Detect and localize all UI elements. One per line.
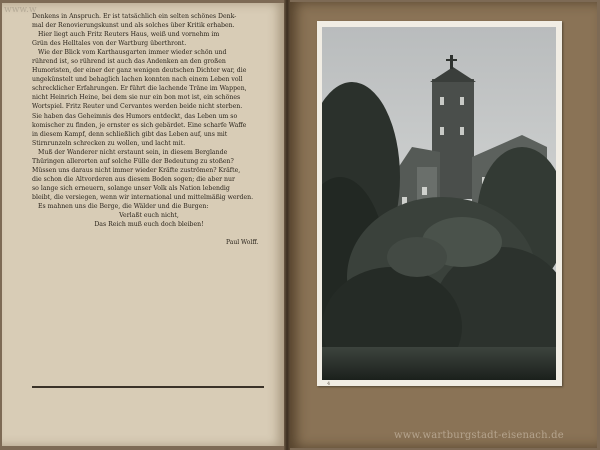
watermark-top: www.w <box>4 5 37 15</box>
text-line: schrecklicher Erfahrungen. Er führt die lachende Träne im Wappen, <box>32 85 247 93</box>
text-line: Denkens in Anspruch. Er ist tatsächlich ein selten schönes Denk- <box>32 13 237 20</box>
plate-number: 4 <box>327 381 331 387</box>
text-line: nicht Heinrich Heine, bei dem sie nur ein bon mot ist, ein schönes <box>32 94 241 102</box>
text-line: Wortspiel. Fritz Reuter und Cervantes werden beide nicht sterben. <box>32 103 243 111</box>
text-line: Muß der Wanderer nicht erstaunt sein, in diesem Berglande <box>38 148 228 156</box>
text-line: bleibt, die versiegen, wenn wir international und mittelmäßig werden. <box>32 193 254 201</box>
text-line: in diesem Kampf, denn schließlich gibt das Leben auf, uns mit <box>32 130 228 138</box>
text-line: die schon die Altvorderen aus diesem Boden sogen; die aber nur <box>32 175 235 183</box>
text-line: Verlaßt euch nicht, <box>119 212 179 220</box>
text-line: Stirnrunzeln schrecken zu wollen, und lacht mit. <box>32 139 186 147</box>
body-text <box>32 12 266 229</box>
text-line: Es mahnen uns die Berge, die Wälder und die Burgen: <box>38 202 209 210</box>
text-line: Hier liegt auch Fritz Reuters Haus, weiß und vornehm im <box>38 31 220 39</box>
text-line: Sie haben das Geheimnis des Humors entdeckt, das Leben um so <box>32 112 238 120</box>
page-rule <box>32 386 264 388</box>
text-line: so lange sich erneuern, solange unser Volk als Nation lebendig <box>32 184 230 192</box>
book-gutter <box>284 0 290 450</box>
text-line: mal der Renovierungskunst und als solches über Kritik erhaben. <box>32 22 235 30</box>
watermark: www.wartburgstadt-eisenach.de <box>394 430 564 441</box>
text-line: ungekünstelt und behaglich lachen konnten nach einem Leben voll <box>32 76 243 84</box>
text-line: rührend ist, so rührend ist auch das Andenken an den großen <box>32 58 226 66</box>
text-line: komischer zu finden, je ernster es sich gebärdet. Eine scharfe Waffe <box>32 121 247 129</box>
author-signature: Paul Wolff. <box>226 239 259 246</box>
text-line: Das Reich muß euch doch bleiben! <box>94 221 204 229</box>
text-line: Müssen uns daraus nicht immer wieder Kräfte zuströmen? Kräfte, <box>32 166 241 174</box>
text-line: Grün des Helltales von der Wartburg überthront. <box>32 40 187 48</box>
text-line: Wie der Blick vom Karthausgarten immer wieder schön und <box>38 49 227 57</box>
text-line: Thüringen allerorten auf solche Fülle der Bedeutung zu stoßen? <box>32 157 234 165</box>
text-line: Humoristen, der einer der ganz wenigen deutschen Dichter war, die <box>32 67 247 75</box>
wartburg-photo <box>322 27 556 380</box>
